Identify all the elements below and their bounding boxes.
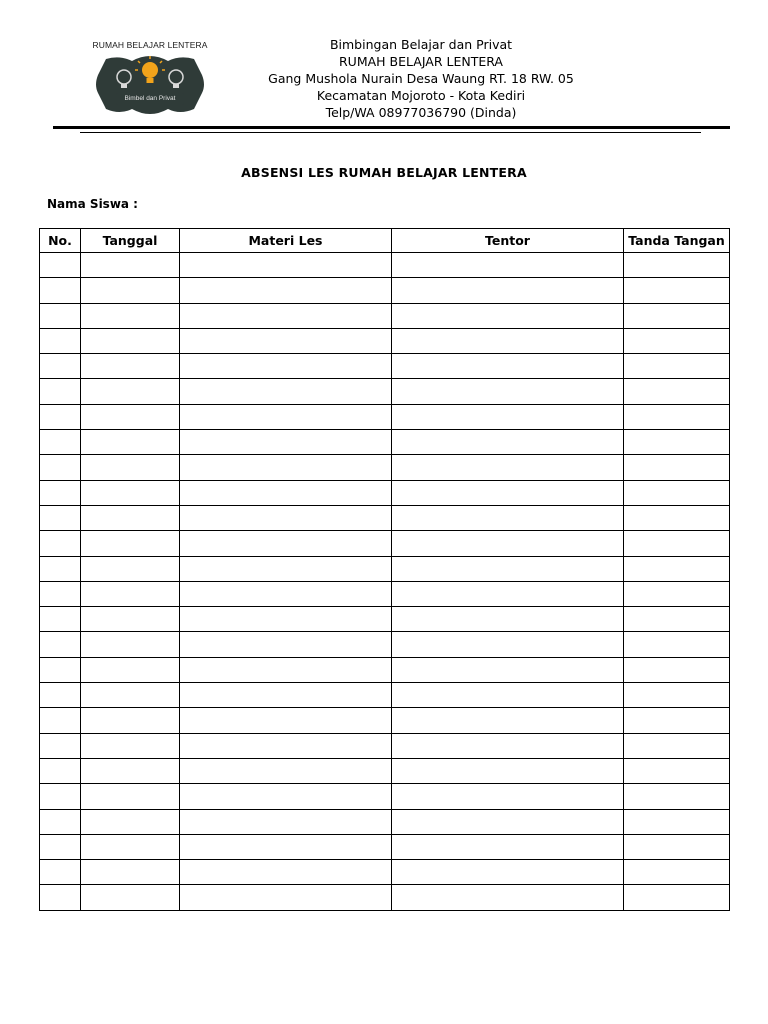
cell-no[interactable] <box>40 379 81 404</box>
cell-date[interactable] <box>81 556 180 581</box>
document-title: ABSENSI LES RUMAH BELAJAR LENTERA <box>241 165 527 180</box>
cell-tutor[interactable] <box>392 328 624 353</box>
cell-no[interactable] <box>40 607 81 632</box>
cell-date[interactable] <box>81 379 180 404</box>
cell-lesson[interactable] <box>180 632 392 657</box>
cell-tutor[interactable] <box>392 505 624 530</box>
cell-date[interactable] <box>81 632 180 657</box>
cell-tutor[interactable] <box>392 758 624 783</box>
cell-no[interactable] <box>40 708 81 733</box>
cell-signature[interactable] <box>624 505 730 530</box>
cell-signature[interactable] <box>624 303 730 328</box>
cell-no[interactable] <box>40 505 81 530</box>
cell-tutor[interactable] <box>392 733 624 758</box>
table-row <box>40 505 730 530</box>
table-row <box>40 657 730 682</box>
cell-no[interactable] <box>40 556 81 581</box>
cell-lesson[interactable] <box>180 683 392 708</box>
cell-date[interactable] <box>81 708 180 733</box>
table-row <box>40 632 730 657</box>
letterhead-divider-thin <box>80 132 701 133</box>
cell-date[interactable] <box>81 253 180 278</box>
cell-no[interactable] <box>40 303 81 328</box>
cell-tutor[interactable] <box>392 430 624 455</box>
cell-date[interactable] <box>81 784 180 809</box>
cell-signature[interactable] <box>624 354 730 379</box>
table-row <box>40 278 730 303</box>
cell-lesson[interactable] <box>180 708 392 733</box>
cell-lesson[interactable] <box>180 303 392 328</box>
cell-tutor[interactable] <box>392 531 624 556</box>
cell-lesson[interactable] <box>180 278 392 303</box>
cell-tutor[interactable] <box>392 632 624 657</box>
cell-lesson[interactable] <box>180 834 392 859</box>
table-row <box>40 303 730 328</box>
cell-no[interactable] <box>40 253 81 278</box>
cell-lesson[interactable] <box>180 430 392 455</box>
cell-date[interactable] <box>81 455 180 480</box>
letterhead-divider-thick <box>53 126 730 129</box>
table-row <box>40 430 730 455</box>
table-row <box>40 683 730 708</box>
cell-signature[interactable] <box>624 834 730 859</box>
cell-tutor[interactable] <box>392 303 624 328</box>
table-row <box>40 455 730 480</box>
cell-lesson[interactable] <box>180 860 392 885</box>
cell-signature[interactable] <box>624 581 730 606</box>
column-header-no: No. <box>40 229 81 253</box>
cell-signature[interactable] <box>624 708 730 733</box>
table-header-row <box>40 229 730 253</box>
cell-no[interactable] <box>40 354 81 379</box>
cell-date[interactable] <box>81 834 180 859</box>
cell-lesson[interactable] <box>180 581 392 606</box>
cell-signature[interactable] <box>624 733 730 758</box>
cell-no[interactable] <box>40 278 81 303</box>
table-row <box>40 328 730 353</box>
cell-signature[interactable] <box>624 860 730 885</box>
cell-tutor[interactable] <box>392 809 624 834</box>
cell-date[interactable] <box>81 404 180 429</box>
cell-no[interactable] <box>40 860 81 885</box>
cell-signature[interactable] <box>624 809 730 834</box>
cell-date[interactable] <box>81 480 180 505</box>
cell-lesson[interactable] <box>180 657 392 682</box>
cell-date[interactable] <box>81 657 180 682</box>
cell-date[interactable] <box>81 328 180 353</box>
cell-no[interactable] <box>40 430 81 455</box>
cell-tutor[interactable] <box>392 354 624 379</box>
org-name: RUMAH BELAJAR LENTERA <box>339 54 503 69</box>
cell-no[interactable] <box>40 404 81 429</box>
cell-lesson[interactable] <box>180 556 392 581</box>
org-address: Gang Mushola Nurain Desa Waung RT. 18 RW. 05 <box>268 71 574 86</box>
column-header-date: Tanggal <box>81 229 180 253</box>
table-row <box>40 253 730 278</box>
cell-lesson[interactable] <box>180 784 392 809</box>
cell-no[interactable] <box>40 581 81 606</box>
cell-signature[interactable] <box>624 404 730 429</box>
logo-tagline: Bimbel dan Privat <box>124 95 176 102</box>
cell-tutor[interactable] <box>392 480 624 505</box>
cell-tutor[interactable] <box>392 581 624 606</box>
table-row <box>40 733 730 758</box>
cell-date[interactable] <box>81 278 180 303</box>
cell-lesson[interactable] <box>180 354 392 379</box>
cell-no[interactable] <box>40 657 81 682</box>
cell-tutor[interactable] <box>392 860 624 885</box>
cell-no[interactable] <box>40 758 81 783</box>
table-row <box>40 480 730 505</box>
cell-lesson[interactable] <box>180 758 392 783</box>
org-contact: Telp/WA 08977036790 (Dinda) <box>325 105 517 120</box>
cell-lesson[interactable] <box>180 404 392 429</box>
cell-signature[interactable] <box>624 430 730 455</box>
cell-signature[interactable] <box>624 455 730 480</box>
table-row <box>40 404 730 429</box>
table-row <box>40 581 730 606</box>
cell-lesson[interactable] <box>180 253 392 278</box>
table-row <box>40 758 730 783</box>
table-body <box>40 253 730 911</box>
cell-lesson[interactable] <box>180 379 392 404</box>
cell-date[interactable] <box>81 303 180 328</box>
table-row <box>40 607 730 632</box>
table-row <box>40 708 730 733</box>
cell-tutor[interactable] <box>392 253 624 278</box>
logo-caption: RUMAH BELAJAR LENTERA <box>92 40 208 50</box>
cell-no[interactable] <box>40 784 81 809</box>
cell-signature[interactable] <box>624 758 730 783</box>
cell-signature[interactable] <box>624 278 730 303</box>
org-district: Kecamatan Mojoroto - Kota Kediri <box>316 88 526 103</box>
cell-lesson[interactable] <box>180 480 392 505</box>
cell-date[interactable] <box>81 758 180 783</box>
table-row <box>40 885 730 910</box>
cell-tutor[interactable] <box>392 404 624 429</box>
cell-no[interactable] <box>40 834 81 859</box>
cell-date[interactable] <box>81 531 180 556</box>
cell-lesson[interactable] <box>180 505 392 530</box>
column-header-signature: Tanda Tangan <box>624 229 730 253</box>
cell-tutor[interactable] <box>392 556 624 581</box>
table-row <box>40 556 730 581</box>
cell-signature[interactable] <box>624 480 730 505</box>
cell-date[interactable] <box>81 860 180 885</box>
org-service: Bimbingan Belajar dan Privat <box>329 37 513 52</box>
cell-lesson[interactable] <box>180 607 392 632</box>
cell-tutor[interactable] <box>392 708 624 733</box>
cell-date[interactable] <box>81 354 180 379</box>
cell-no[interactable] <box>40 885 81 910</box>
cell-no[interactable] <box>40 632 81 657</box>
table-row <box>40 809 730 834</box>
cell-date[interactable] <box>81 683 180 708</box>
org-logo <box>88 40 212 118</box>
cell-tutor[interactable] <box>392 607 624 632</box>
cell-date[interactable] <box>81 809 180 834</box>
cell-tutor[interactable] <box>392 455 624 480</box>
cell-tutor[interactable] <box>392 834 624 859</box>
cell-date[interactable] <box>81 581 180 606</box>
cell-signature[interactable] <box>624 784 730 809</box>
cell-signature[interactable] <box>624 328 730 353</box>
cell-no[interactable] <box>40 480 81 505</box>
cell-tutor[interactable] <box>392 885 624 910</box>
cell-lesson[interactable] <box>180 531 392 556</box>
table-row <box>40 834 730 859</box>
column-header-tutor: Tentor <box>392 229 624 253</box>
cell-lesson[interactable] <box>180 809 392 834</box>
cell-no[interactable] <box>40 531 81 556</box>
cell-tutor[interactable] <box>392 657 624 682</box>
cell-tutor[interactable] <box>392 379 624 404</box>
cell-no[interactable] <box>40 809 81 834</box>
table-row <box>40 354 730 379</box>
cell-no[interactable] <box>40 733 81 758</box>
cell-no[interactable] <box>40 455 81 480</box>
cell-date[interactable] <box>81 885 180 910</box>
cell-date[interactable] <box>81 430 180 455</box>
table-row <box>40 784 730 809</box>
cell-signature[interactable] <box>624 657 730 682</box>
cell-lesson[interactable] <box>180 328 392 353</box>
column-header-lesson: Materi Les <box>180 229 392 253</box>
cell-no[interactable] <box>40 683 81 708</box>
attendance-table <box>39 228 730 911</box>
cell-signature[interactable] <box>624 531 730 556</box>
table-row <box>40 860 730 885</box>
cell-signature[interactable] <box>624 607 730 632</box>
letterhead-text <box>250 36 592 121</box>
cell-lesson[interactable] <box>180 455 392 480</box>
cell-tutor[interactable] <box>392 784 624 809</box>
table-row <box>40 531 730 556</box>
cell-tutor[interactable] <box>392 683 624 708</box>
table-row <box>40 379 730 404</box>
cell-date[interactable] <box>81 733 180 758</box>
cell-lesson[interactable] <box>180 885 392 910</box>
cell-tutor[interactable] <box>392 278 624 303</box>
cell-lesson[interactable] <box>180 733 392 758</box>
cell-no[interactable] <box>40 328 81 353</box>
cell-signature[interactable] <box>624 379 730 404</box>
cell-date[interactable] <box>81 607 180 632</box>
cell-signature[interactable] <box>624 632 730 657</box>
lightbulb-logo-icon <box>92 53 208 117</box>
cell-date[interactable] <box>81 505 180 530</box>
cell-signature[interactable] <box>624 556 730 581</box>
cell-signature[interactable] <box>624 683 730 708</box>
cell-signature[interactable] <box>624 253 730 278</box>
student-name-label: Nama Siswa : <box>47 197 138 211</box>
cell-signature[interactable] <box>624 885 730 910</box>
